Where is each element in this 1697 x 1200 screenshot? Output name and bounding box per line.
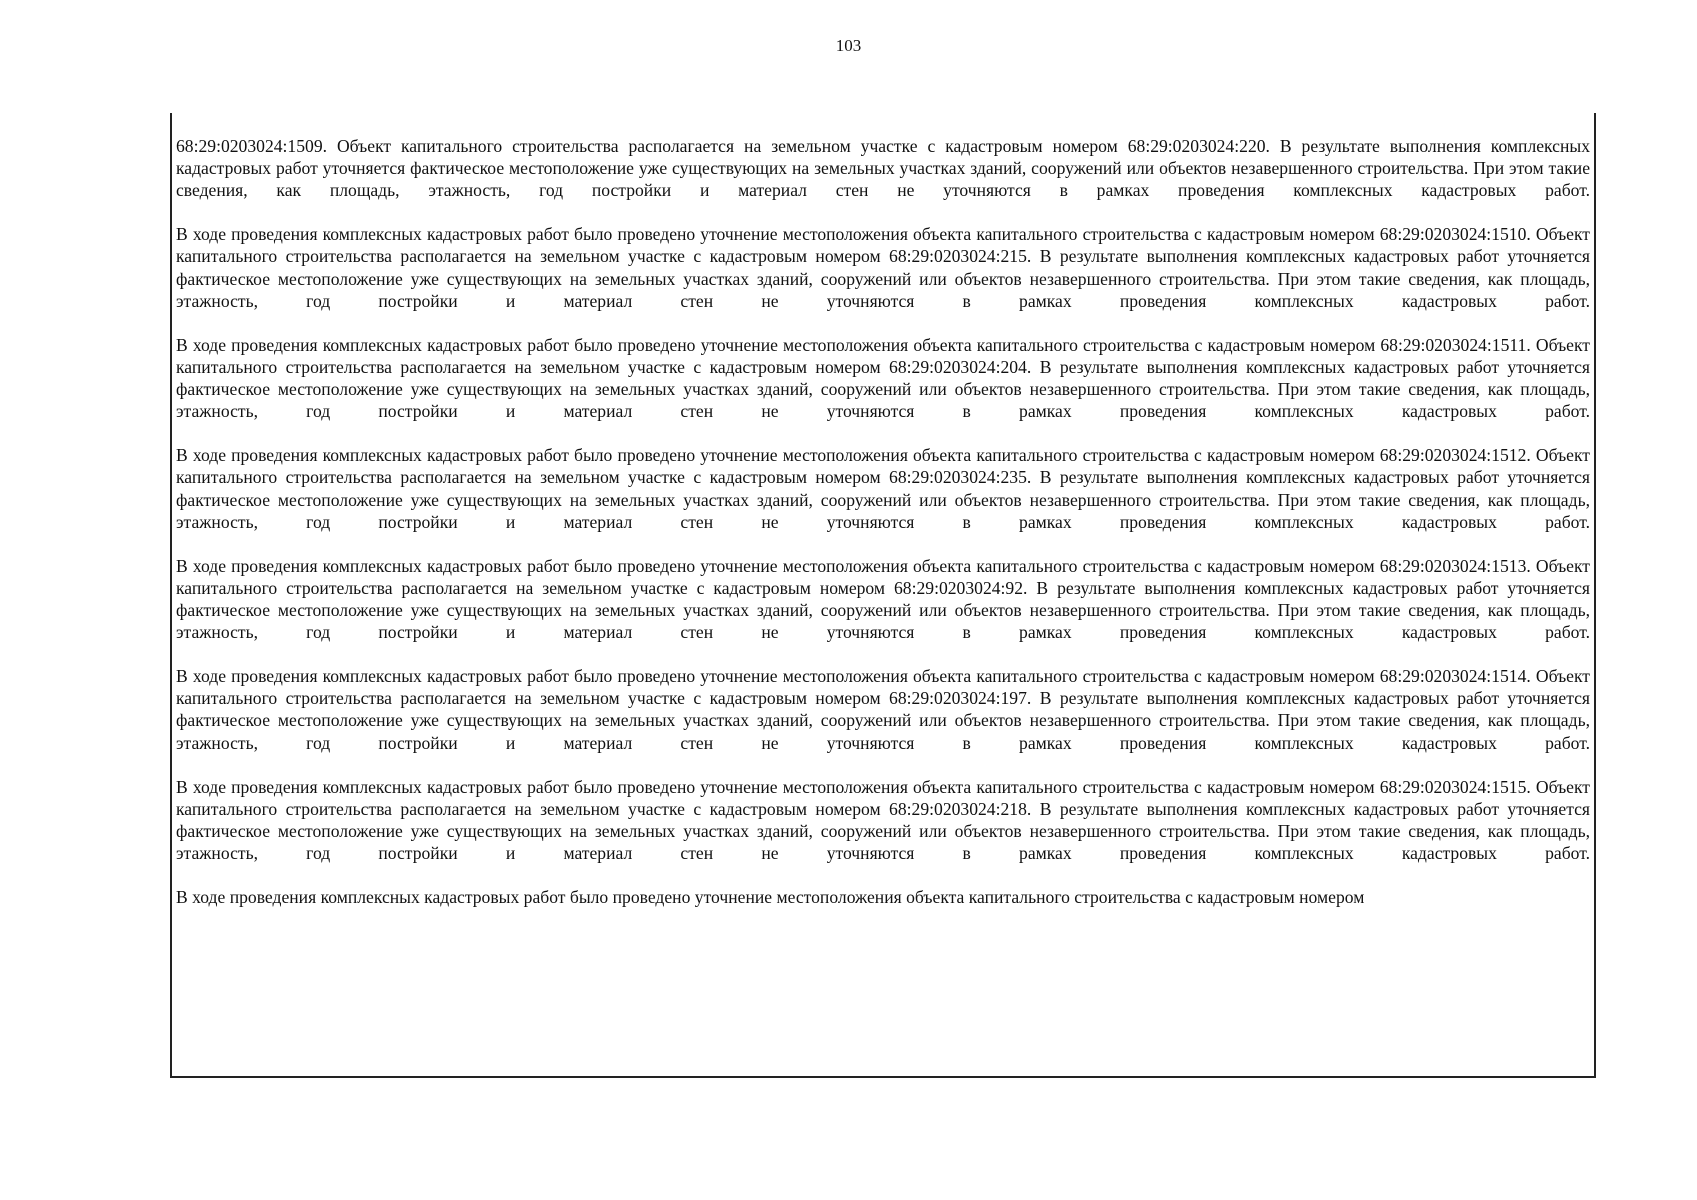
paragraph-8: В ходе проведения комплексных кадастровых работ было проведено уточнение местоположения объекта капитального строительства с кадастровым номером <box>176 887 1365 908</box>
paragraph-5: В ходе проведения комплексных кадастровых работ было проведено уточнение местоположения объекта капитального строительства с кадастровым номером 68:29:0203024:1513. Объект капитального строительства располагается на земельном участке с кадастровым номером 68:29:0203024:92. В результате выполнения комплексных кадастровых работ уточняется фактическое местоположение уже существующих на земельных участках зданий, сооружений или объектов незавершенного строительства. При этом такие сведения, как площадь, этажность, год постройки и материал стен не уточняются в рамках проведения комплексных кадастровых работ. <box>176 555 1590 643</box>
content-frame <box>170 113 1596 1078</box>
paragraph-7: В ходе проведения комплексных кадастровых работ было проведено уточнение местоположения объекта капитального строительства с кадастровым номером 68:29:0203024:1515. Объект капитального строительства располагается на земельном участке с кадастровым номером 68:29:0203024:218. В результате выполнения комплексных кадастровых работ уточняется фактическое местоположение уже существующих на земельных участках зданий, сооружений или объектов незавершенного строительства. При этом такие сведения, как площадь, этажность, год постройки и материал стен не уточняются в рамках проведения комплексных кадастровых работ. <box>176 776 1590 863</box>
paragraph-2: В ходе проведения комплексных кадастровых работ было проведено уточнение местоположения объекта капитального строительства с кадастровым номером 68:29:0203024:1510. Объект капитального строительства располагается на земельном участке с кадастровым номером 68:29:0203024:215. В результате выполнения комплексных кадастровых работ уточняется фактическое местоположение уже существующих на земельных участках зданий, сооружений или объектов незавершенного строительства. При этом такие сведения, как площадь, этажность, год постройки и материал стен не уточняются в рамках проведения комплексных кадастровых работ. <box>176 224 1590 311</box>
paragraph-4: В ходе проведения комплексных кадастровых работ было проведено уточнение местоположения объекта капитального строительства с кадастровым номером 68:29:0203024:1512. Объект капитального строительства располагается на земельном участке с кадастровым номером 68:29:0203024:235. В результате выполнения комплексных кадастровых работ уточняется фактическое местоположение уже существующих на земельных участках зданий, сооружений или объектов незавершенного строительства. При этом такие сведения, как площадь, этажность, год постройки и материал стен не уточняются в рамках проведения комплексных кадастровых работ. <box>176 445 1590 532</box>
paragraph-3: В ходе проведения комплексных кадастровых работ было проведено уточнение местоположения объекта капитального строительства с кадастровым номером 68:29:0203024:1511. Объект капитального строительства располагается на земельном участке с кадастровым номером 68:29:0203024:204. В результате выполнения комплексных кадастровых работ уточняется фактическое местоположение уже существующих на земельных участках зданий, сооружений или объектов незавершенного строительства. При этом такие сведения, как площадь, этажность, год постройки и материал стен не уточняются в рамках проведения комплексных кадастровых работ. <box>176 334 1590 422</box>
document-body <box>176 135 1590 908</box>
page-number: 103 <box>835 36 862 55</box>
paragraph-1: 68:29:0203024:1509. Объект капитального строительства располагается на земельном участке с кадастровым номером 68:29:0203024:220. В результате выполнения комплексных кадастровых работ уточняется фактическое местоположение уже существующих на земельных участках зданий, сооружений или объектов незавершенного строительства. При этом такие сведения, как площадь, этажность, год постройки и материал стен не уточняются в рамках проведения комплексных кадастровых работ. <box>176 136 1590 201</box>
paragraph-6: В ходе проведения комплексных кадастровых работ было проведено уточнение местоположения объекта капитального строительства с кадастровым номером 68:29:0203024:1514. Объект капитального строительства располагается на земельном участке с кадастровым номером 68:29:0203024:197. В результате выполнения комплексных кадастровых работ уточняется фактическое местоположение уже существующих на земельных участках зданий, сооружений или объектов незавершенного строительства. При этом такие сведения, как площадь, этажность, год постройки и материал стен не уточняются в рамках проведения комплексных кадастровых работ. <box>176 666 1590 753</box>
